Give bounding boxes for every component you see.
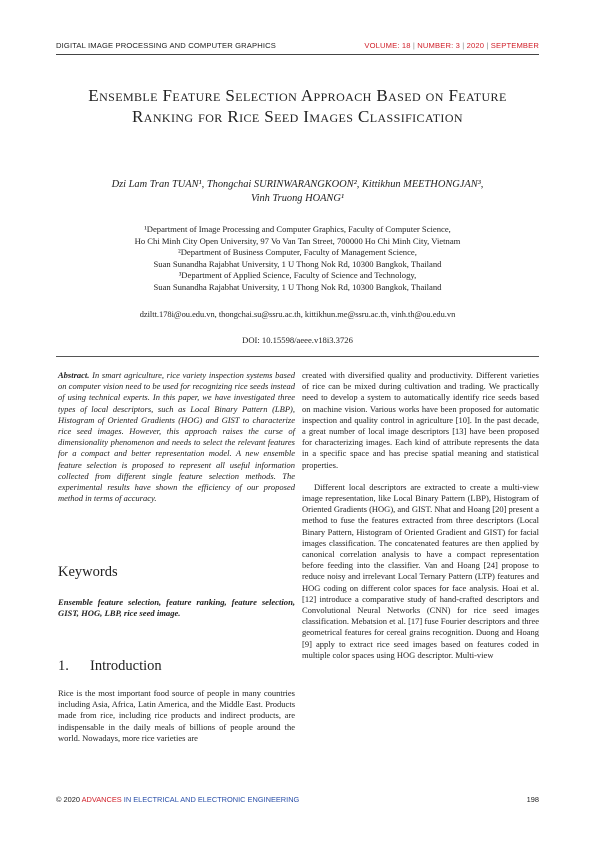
journal-name-part-b: IN ELECTRICAL AND ELECTRONIC ENGINEERING bbox=[123, 795, 300, 804]
affiliation-line: Suan Sunandha Rajabhat University, 1 U Thong Nok Rd, 10300 Bangkok, Thailand bbox=[153, 258, 442, 269]
right-column bbox=[302, 370, 539, 661]
section-title: Introduction bbox=[90, 658, 162, 674]
affiliation-line: ³Department of Applied Science, Faculty of Science and Technology, bbox=[178, 270, 417, 281]
body-divider bbox=[56, 356, 539, 357]
affiliations bbox=[40, 224, 555, 294]
paper-title: Ensemble Feature Selection Approach Based on Feature Ranking for Rice Seed Images Classification bbox=[88, 86, 507, 126]
issue-info: VOLUME: 18 | NUMBER: 3 | 2020 | SEPTEMBER bbox=[364, 41, 539, 50]
header-divider bbox=[56, 54, 539, 55]
affiliation-line: Ho Chi Minh City Open University, 97 Vo Van Tan Street, 700000 Ho Chi Minh City, Vietnam bbox=[134, 235, 461, 246]
affiliation-line: ¹Department of Image Processing and Computer Graphics, Faculty of Computer Science, bbox=[144, 224, 451, 234]
volume-label: VOLUME: 18 bbox=[364, 41, 411, 50]
intro-paragraph: Rice is the most important food source of people in many countries including Asia, Africa, Latin America, and the Middle East. Products made from rice, including rice products and indirect products, are indispensable in the daily meals of billions of people around the world. Nowadays, more rice varieties are bbox=[58, 688, 295, 743]
abstract-label: Abstract. bbox=[58, 370, 90, 380]
body-paragraph-2: Different local descriptors are extracted to create a multi-view image representation, like Local Binary Pattern (LBP), Histogram of Oriented Gradients (HOG), and GIST. Nhat and Hoang [20] present a method to fuse the features extracted from three descriptors (Local Binary Pattern, Histogram of Oriented Gradient and GIST) for facial images classification. The concatenated features are then applied by canonical correlation analysis to have a compact representation before feeding into the classifier. Van and Hoang [24] propose to reduce noisy and irrelevant Local Ternary Pattern (LTP) features and HOG coding on different color spaces for face analysis. Hoai et al. [12] introduce a comparative study of hand-crafted descriptors and Convolutional Neural Networks (CNN) for rice seed images classification. Mebatsion et al. [17] fuse Fourier descriptors and three geometrical features for cereal grains recognition. Duong and Hoang [9] apply to extract rice seed images based on features coded in multiple color spaces using HOG descriptor. Multi-view bbox=[302, 481, 539, 660]
authors-line-1: Dzi Lam Tran TUAN¹, Thongchai SURINWARANGKOON², Kittikhun MEETHONGJAN³, bbox=[111, 179, 484, 190]
body-paragraph-1: created with diversified quality and productivity. Different varieties of rice can be mixed during cultivation and trading. We practically need to develop a system to automatically identify rice seeds based on machine vision. Various works have been proposed for automatic inspection and quality control in agriculture [10]. In the past decade, a great number of local image descriptors [13] have been proposed for characterizing images. Each kind of attribute represents the data in a specific space and has precise spatial meaning and statistical properties. bbox=[302, 370, 539, 470]
author-list bbox=[62, 178, 533, 206]
keywords-text: Ensemble feature selection, feature ranking, feature selection, GIST, HOG, LBP, rice seed image. bbox=[58, 597, 295, 619]
author-emails[interactable]: dziltt.178i@ou.edu.vn, thongchai.su@ssru.ac.th, kittikhun.me@ssru.ac.th, vinh.th@ou.edu.vn bbox=[139, 310, 456, 319]
page-number: 198 bbox=[526, 795, 539, 804]
copyright-year: © 2020 bbox=[56, 795, 80, 804]
section-number: 1. bbox=[58, 658, 69, 674]
footer-copyright bbox=[56, 795, 299, 804]
month-label: SEPTEMBER bbox=[490, 41, 539, 50]
affiliation-line: Suan Sunandha Rajabhat University, 1 U Thong Nok Rd, 10300 Bangkok, Thailand bbox=[153, 281, 442, 292]
year-label: 2020 bbox=[466, 41, 485, 50]
section-heading-introduction bbox=[58, 658, 162, 675]
doi-link[interactable]: DOI: 10.15598/aeee.v18i3.3726 bbox=[242, 335, 353, 345]
journal-name-part-a: ADVANCES bbox=[81, 795, 122, 804]
abstract-text: In smart agriculture, rice variety inspection systems based on computer vision need to be used for recognizing rice seeds instead of using technical experts. In this paper, we have investigated three types of local descriptors, such as Local Binary Pattern (LBP), Histogram of Oriented Gradients (HOG) and GIST to characterize rice seed images. However, this approach raises the curse of dimensionality phenomenon and needs to select the relevant features for a compact and better representation model. A new ensemble feature selection is proposed to represent all useful information collected from different single feature selection methods. The experimental results have shown the efficiency of our proposed method in terms of accuracy. bbox=[58, 370, 296, 504]
keywords-heading: Keywords bbox=[58, 564, 118, 580]
authors-line-2: Vinh Truong HOANG¹ bbox=[251, 193, 344, 204]
number-label: NUMBER: 3 bbox=[417, 41, 460, 50]
affiliation-line: ²Department of Business Computer, Faculty of Management Science, bbox=[178, 247, 417, 258]
abstract bbox=[58, 370, 295, 504]
journal-section-name: DIGITAL IMAGE PROCESSING AND COMPUTER GRAPHICS bbox=[56, 41, 276, 50]
